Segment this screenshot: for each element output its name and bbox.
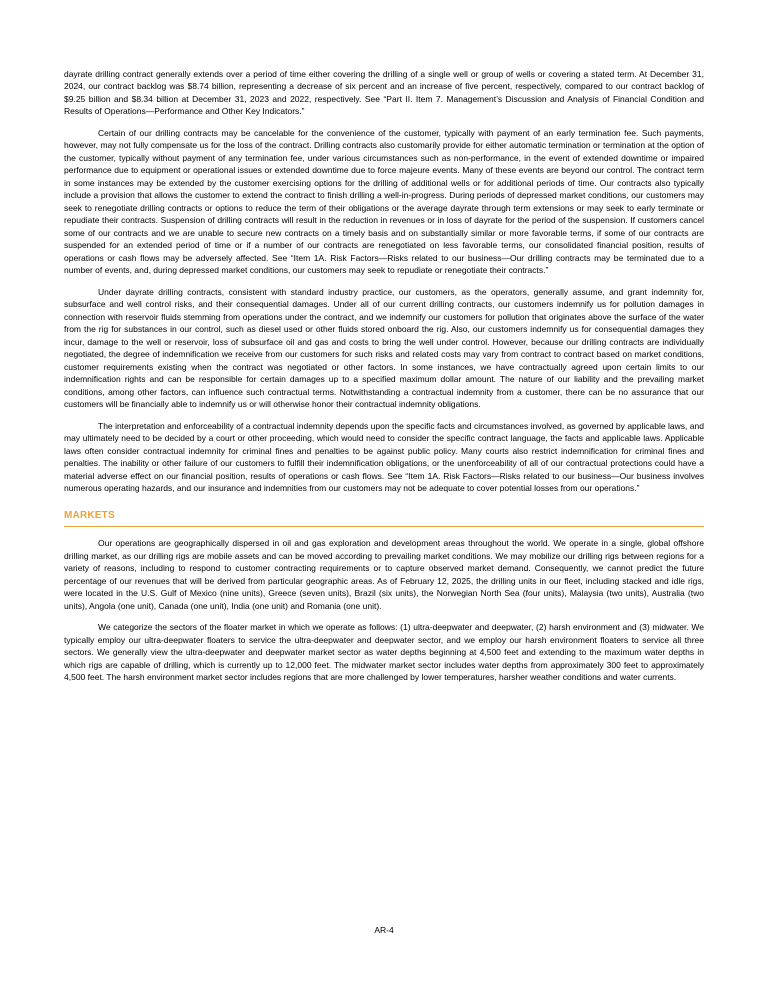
paragraph: The interpretation and enforceability of a contractual indemnity depends upon the specific facts and circumstances involved, as governed by applicable laws, and may ultimately need to be decided by a court or other proceeding, which would need to consider the specific contract language, the facts and applicable laws. Applicable laws often consider contractual indemnity for criminal fines and penalties to be against public policy. Many courts also restrict indemnification for criminal fines and penalties. The inability or other failure of our customers to fulfill their indemnification obligations, or the unenforceability of all of our contractual protections could have a material adverse effect on our financial position, results of operations or cash flows. See “Item 1A. Risk Factors—Risks related to our business—Our business involves numerous operating hazards, and our insurance and indemnities from our customers may not be adequate to cover potential losses from our operations.” [64,420,704,494]
section-heading: MARKETS [64,509,704,528]
paragraph: Our operations are geographically dispersed in oil and gas exploration and development areas throughout the world. We operate in a single, global offshore drilling market, as our drilling rigs are mobile assets and can be moved according to prevailing market conditions. We may mobilize our drilling rigs between regions for a variety of reasons, including to respond to customer contracting requirements or to capture observed market demand. Consequently, we cannot predict the future percentage of our revenues that will be derived from particular geographic areas. As of February 12, 2025, the drilling units in our fleet, including stacked and idle rigs, were located in the U.S. Gulf of Mexico (nine units), Greece (seven units), Brazil (six units), the Norwegian North Sea (four units), Malaysia (two units), Australia (two units), Angola (one unit), Canada (one unit), India (one unit) and Romania (one unit). [64,538,704,611]
paragraph: dayrate drilling contract generally extends over a period of time either covering the drilling of a single well or group of wells or covering a stated term. At December 31, 2024, our contract backlog was $8.74 billion, representing a decrease of six percent and an increase of five percent, respectively, compared to our contract backlog of $9.25 billion and $8.34 billion at December 31, 2023 and 2022, respectively. See “Part II. Item 7. Management’s Discussion and Analysis of Financial Condition and Results of Operations—Performance and Other Key Indicators.” [64,69,704,117]
paragraph: We categorize the sectors of the floater market in which we operate as follows: (1) ultra-deepwater and deepwater, (2) harsh environment and (3) midwater. We typically employ our ultra-deepwater floaters to service the ultra-deepwater and deepwater sector, and we employ our harsh environment floaters to service all three sectors. We generally view the ultra-deepwater and deepwater market sector as water depths beginning at 4,500 feet and extending to the maximum water depths in which rigs are capable of drilling, which is currently up to 12,000 feet. The midwater market sector includes water depths from approximately 300 feet to approximately 4,500 feet. The harsh environment market sector includes regions that are more challenged by lower temperatures, harsher weather conditions and water currents. [64,622,704,683]
paragraph: Under dayrate drilling contracts, consistent with standard industry practice, our customers, as the operators, generally assume, and grant indemnity for, subsurface and well control risks, and their consequential damages. Under all of our current drilling contracts, our customers indemnify us for pollution damages in connection with reservoir fluids stemming from operations under the contract, and we indemnify our customers for pollution that originates above the surface of the water from the rig for substances in our control, such as diesel used or other fluids stored onboard the rig. Also, our customers indemnify us for consequential damages they incur, damage to the well or reservoir, loss of subsurface oil and gas and costs to bring the well under control. However, because our drilling contracts are individually negotiated, the degree of indemnification we receive from our customers for such risks and related costs may vary from contract to contract based on market conditions, customer requirements existing when the contract was negotiated or other factors. In some instances, we have contractually agreed upon certain limits to our indemnification rights and can be responsible for certain damages up to a specified maximum dollar amount. The nature of our liability and the prevailing market conditions, among other factors, can influence such contractual terms. Notwithstanding a contractual indemnity from a customer, there can be no assurance that our customers will be financially able to indemnify us or will otherwise honor their contractual indemnity obligations. [64,286,704,410]
page-number: AR-4 [374,925,394,935]
paragraph: Certain of our drilling contracts may be cancelable for the convenience of the customer, typically with payment of an early termination fee. Such payments, however, may not fully compensate us for the loss of the contract. Drilling contracts also customarily provide for either automatic termination or termination at the option of the customer, typically without payment of any termination fee, under various circumstances such as non-performance, in the event of extended downtime or impaired performance due to equipment or operational issues or extended downtime due to force majeure events. Many of these events are beyond our control. The contract term in some instances may be extended by the customer exercising options for the drilling of additional wells or for additional periods of time. Our contracts also typically include a provision that allows the customer to extend the contract to finish drilling a well-in-progress. During periods of depressed market conditions, our customers may seek to renegotiate drilling contracts or options to reduce the term of their obligations or the average dayrate through term extensions or may seek to early terminate or repudiate their contracts. Suspension of drilling contracts will result in the reduction in revenues or in loss of dayrate for the period of the suspension. If customers cancel some of our contracts and we are unable to secure new contracts on a timely basis and on substantially similar or more favorable terms, if some of our contracts are suspended for an extended period of time or if a number of our contracts are renegotiated on less favorable terms, our consolidated financial position, results of operations or cash flows may be adversely affected. See “Item 1A. Risk Factors—Risks related to our business—Our drilling contracts may be terminated due to a number of events, and, during depressed market conditions, our customers may seek to repudiate or renegotiate their contracts.” [64,127,704,276]
markets-section [64,509,704,528]
document-body [64,68,704,684]
